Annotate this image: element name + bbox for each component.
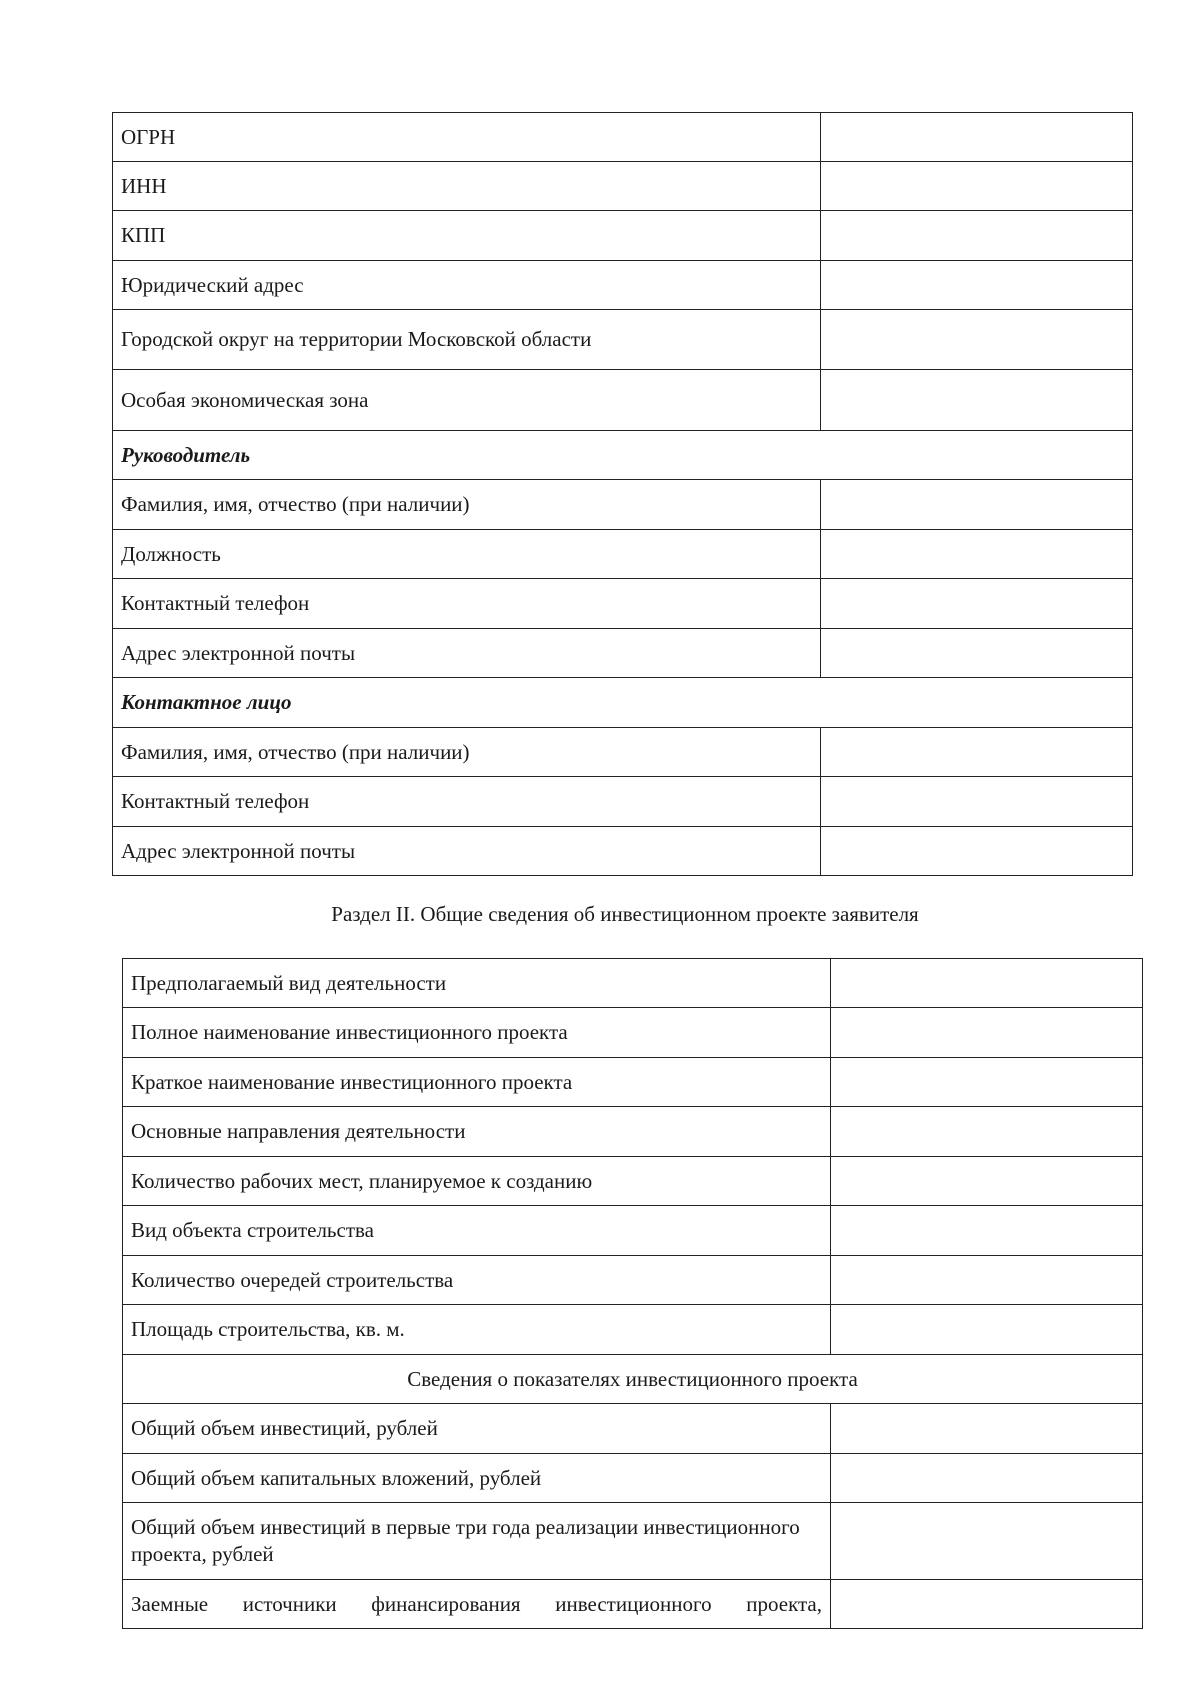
row-label-project-full-name: Полное наименование инвестиционного проекта — [123, 1008, 831, 1058]
value-field-ogrn[interactable] — [821, 113, 1133, 162]
value-field-jobs-planned[interactable] — [831, 1157, 1143, 1206]
section-heading-contact-person: Контактное лицо — [113, 678, 1133, 728]
row-label-city-district: Городской округ на территории Московской области — [113, 310, 821, 370]
table-row — [123, 1107, 1143, 1157]
table-row — [113, 261, 1133, 310]
applicant-info-table — [112, 112, 1133, 876]
value-field-project-full-name[interactable] — [831, 1008, 1143, 1058]
value-field-contact-phone[interactable] — [821, 777, 1133, 827]
value-field-project-short-name[interactable] — [831, 1058, 1143, 1107]
table-row — [123, 1206, 1143, 1256]
table-row — [123, 1157, 1143, 1206]
table-row — [113, 370, 1133, 431]
row-label-special-economic-zone: Особая экономическая зона — [113, 370, 821, 431]
value-field-borrowed-financing[interactable] — [831, 1580, 1143, 1629]
table-row — [123, 1008, 1143, 1058]
row-label-capital-investment: Общий объем капитальных вложений, рублей — [123, 1454, 831, 1503]
value-field-contact-email[interactable] — [821, 827, 1133, 876]
value-field-director-email[interactable] — [821, 629, 1133, 678]
table-row — [113, 530, 1133, 579]
investment-project-table — [122, 958, 1143, 1629]
value-field-legal-address[interactable] — [821, 261, 1133, 310]
value-field-construction-stages[interactable] — [831, 1256, 1143, 1305]
row-label-main-activities: Основные направления деятельности — [123, 1107, 831, 1157]
row-label-legal-address: Юридический адрес — [113, 261, 821, 310]
subsection-heading-project-indicators: Сведения о показателях инвестиционного проекта — [123, 1355, 1143, 1404]
table-row — [123, 959, 1143, 1008]
table-row — [123, 1454, 1143, 1503]
table-row — [113, 211, 1133, 261]
table-row — [123, 1503, 1143, 1580]
row-label-inn: ИНН — [113, 162, 821, 211]
row-label-ogrn: ОГРН — [113, 113, 821, 162]
row-label-total-investment: Общий объем инвестиций, рублей — [123, 1404, 831, 1454]
row-label-jobs-planned: Количество рабочих мест, планируемое к созданию — [123, 1157, 831, 1206]
value-field-construction-object-type[interactable] — [831, 1206, 1143, 1256]
row-label-construction-area: Площадь строительства, кв. м. — [123, 1305, 831, 1355]
value-field-director-full-name[interactable] — [821, 480, 1133, 530]
row-label-project-short-name: Краткое наименование инвестиционного проекта — [123, 1058, 831, 1107]
value-field-director-phone[interactable] — [821, 579, 1133, 629]
table-row — [113, 113, 1133, 162]
value-field-first-three-years-investment[interactable] — [831, 1503, 1143, 1580]
value-field-total-investment[interactable] — [831, 1404, 1143, 1454]
table-row — [123, 1305, 1143, 1355]
row-label-construction-object-type: Вид объекта строительства — [123, 1206, 831, 1256]
row-label-director-position: Должность — [113, 530, 821, 579]
table-row — [123, 1058, 1143, 1107]
table-row — [113, 728, 1133, 777]
table-row — [123, 1355, 1143, 1404]
section-heading-director: Руководитель — [113, 431, 1133, 480]
section-ii-title: Раздел II. Общие сведения об инвестиционном проекте заявителя — [331, 902, 919, 926]
row-label-kpp: КПП — [113, 211, 821, 261]
table-row — [113, 480, 1133, 530]
row-label-director-full-name: Фамилия, имя, отчество (при наличии) — [113, 480, 821, 530]
table-row — [113, 579, 1133, 629]
row-label-contact-full-name: Фамилия, имя, отчество (при наличии) — [113, 728, 821, 777]
table-row — [113, 162, 1133, 211]
value-field-contact-full-name[interactable] — [821, 728, 1133, 777]
table-row — [123, 1256, 1143, 1305]
table-row — [123, 1580, 1143, 1629]
table-row — [113, 310, 1133, 370]
row-label-director-email: Адрес электронной почты — [113, 629, 821, 678]
value-field-city-district[interactable] — [821, 310, 1133, 370]
table-row — [113, 678, 1133, 728]
row-label-contact-phone: Контактный телефон — [113, 777, 821, 827]
table-row — [113, 431, 1133, 480]
row-label-activity-type: Предполагаемый вид деятельности — [123, 959, 831, 1008]
row-label-contact-email: Адрес электронной почты — [113, 827, 821, 876]
row-label-first-three-years-investment: Общий объем инвестиций в первые три года реализации инвестиционного проекта, рублей — [123, 1503, 831, 1580]
row-label-director-phone: Контактный телефон — [113, 579, 821, 629]
row-label-borrowed-financing: Заемные источники финансирования инвестиционного проекта, — [123, 1580, 831, 1629]
value-field-main-activities[interactable] — [831, 1107, 1143, 1157]
value-field-activity-type[interactable] — [831, 959, 1143, 1008]
value-field-kpp[interactable] — [821, 211, 1133, 261]
table-row — [113, 629, 1133, 678]
value-field-capital-investment[interactable] — [831, 1454, 1143, 1503]
value-field-director-position[interactable] — [821, 530, 1133, 579]
value-field-inn[interactable] — [821, 162, 1133, 211]
value-field-construction-area[interactable] — [831, 1305, 1143, 1355]
value-field-special-economic-zone[interactable] — [821, 370, 1133, 431]
row-label-construction-stages: Количество очередей строительства — [123, 1256, 831, 1305]
table-row — [113, 777, 1133, 827]
table-row — [113, 827, 1133, 876]
table-row — [123, 1404, 1143, 1454]
